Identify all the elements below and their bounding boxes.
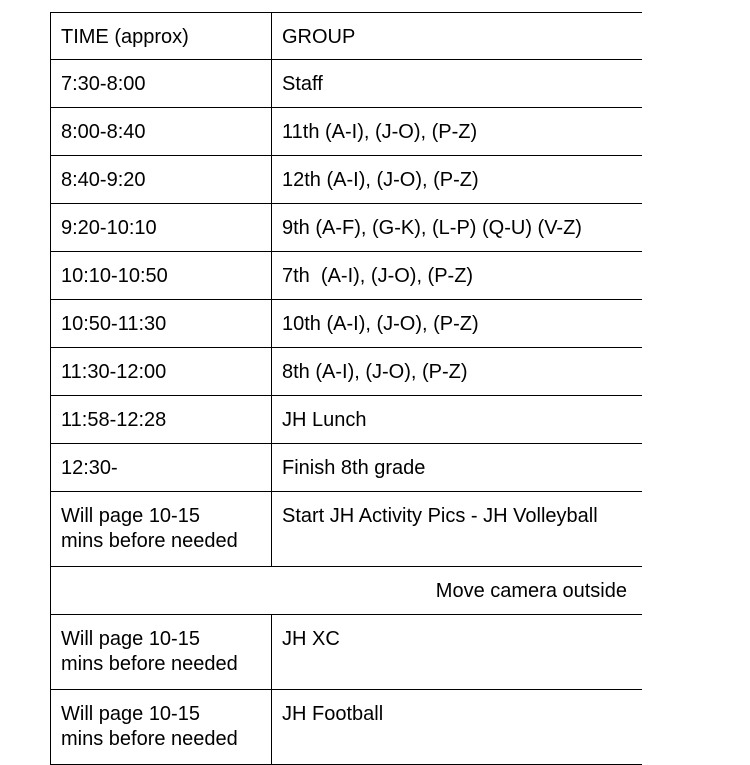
time-cell: 8:00-8:40: [51, 108, 272, 156]
table-row: [51, 444, 643, 492]
time-cell: [51, 615, 272, 690]
table-row: [51, 156, 643, 204]
group-cell: 9th (A-F), (G-K), (L-P) (Q-U) (V-Z): [272, 204, 643, 252]
group-cell: Staff: [272, 60, 643, 108]
time-cell: 10:50-11:30: [51, 300, 272, 348]
time-cell: 7:30-8:00: [51, 60, 272, 108]
group-cell: Finish 8th grade: [272, 444, 643, 492]
time-line: Will page 10-15: [61, 505, 200, 527]
time-cell: [51, 690, 272, 765]
table-row: [51, 348, 643, 396]
table-row: [51, 690, 643, 765]
time-line: mins before needed: [61, 653, 238, 675]
group-cell: 8th (A-I), (J-O), (P-Z): [272, 348, 643, 396]
time-cell: 12:30-: [51, 444, 272, 492]
time-line: mins before needed: [61, 728, 238, 750]
group-cell: JH XC: [272, 615, 643, 690]
time-line: Will page 10-15: [61, 628, 200, 650]
group-cell: 11th (A-I), (J-O), (P-Z): [272, 108, 643, 156]
time-cell: [51, 492, 272, 567]
group-cell: 12th (A-I), (J-O), (P-Z): [272, 156, 643, 204]
group-cell: 10th (A-I), (J-O), (P-Z): [272, 300, 643, 348]
time-cell: 10:10-10:50: [51, 252, 272, 300]
time-column-header: TIME (approx): [51, 13, 272, 60]
table-row: [51, 252, 643, 300]
group-cell: 7th (A-I), (J-O), (P-Z): [272, 252, 643, 300]
table-row: [51, 108, 643, 156]
table-row: [51, 60, 643, 108]
time-cell: 9:20-10:10: [51, 204, 272, 252]
header-row: [51, 13, 643, 60]
group-cell: JH Football: [272, 690, 643, 765]
time-cell: 8:40-9:20: [51, 156, 272, 204]
schedule-table: [50, 12, 642, 765]
table-row: [51, 204, 643, 252]
time-line: mins before needed: [61, 530, 238, 552]
table-row: [51, 300, 643, 348]
time-line: Will page 10-15: [61, 703, 200, 725]
table-row: [51, 396, 643, 444]
group-cell: JH Lunch: [272, 396, 643, 444]
move-camera-note: Move camera outside: [51, 567, 643, 615]
time-cell: 11:30-12:00: [51, 348, 272, 396]
table-row: [51, 492, 643, 567]
group-cell: Start JH Activity Pics - JH Volleyball: [272, 492, 643, 567]
group-column-header: GROUP: [272, 13, 643, 60]
table-row: [51, 615, 643, 690]
time-cell: 11:58-12:28: [51, 396, 272, 444]
note-row: [51, 567, 643, 615]
